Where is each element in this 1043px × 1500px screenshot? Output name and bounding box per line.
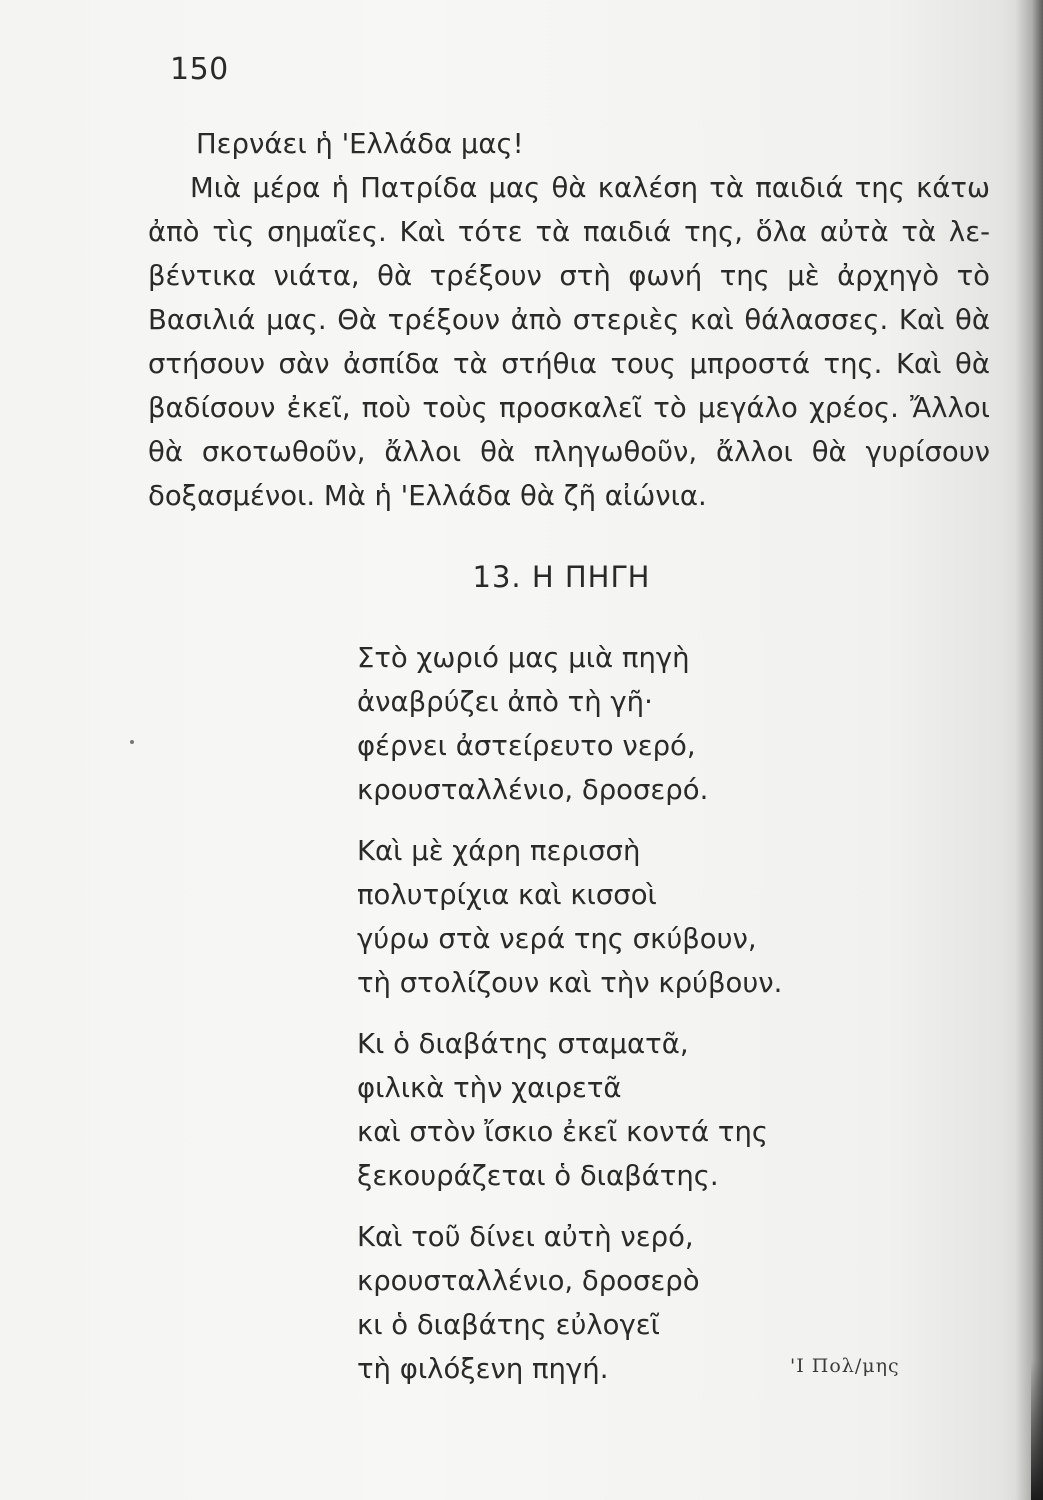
poem-verse: Καὶ τοῦ δίνει αὐτὴ νερό, [357, 1221, 694, 1253]
poem-verse: κι ὁ διαβάτης εὐλογεῖ [357, 1309, 660, 1341]
prose-line: βαδίσουν ἐκεῖ, ποὺ τοὺς προσκαλεῖ τὸ μεγάλο χρέος. Ἄλλοι [148, 392, 990, 424]
prose-line: ἀπὸ τὶς σημαῖες. Καὶ τότε τὰ παιδιά της, ὅλα αὐτὰ τὰ λε- [148, 216, 990, 248]
poem-verse: γύρω στὰ νερά της σκύβουν, [357, 923, 757, 955]
poem-verse: πολυτρίχια καὶ κισσοὶ [357, 879, 657, 911]
poem-verse: φέρνει ἀστείρευτο νερό, [357, 730, 696, 762]
prose-line: Βασιλιά μας. Θὰ τρέξουν ἀπὸ στεριὲς καὶ θάλασσες. Καὶ θὰ [148, 304, 990, 336]
poem-stanza [357, 829, 782, 1005]
page-number: 150 [170, 52, 229, 87]
poem-verse: καὶ στὸν ἴσκιο ἐκεῖ κοντά της [357, 1116, 769, 1148]
poem-verse: ξεκουράζεται ὁ διαβάτης. [357, 1160, 719, 1192]
poem-verse: Κι ὁ διαβάτης σταματᾶ, [357, 1028, 689, 1060]
section-title: 13. Η ΠΗΓΗ [472, 560, 651, 594]
poem-verse: Στὸ χωριό μας μιὰ πηγὴ [357, 642, 690, 674]
prose-paragraph [148, 122, 990, 518]
poem-stanza [357, 1215, 782, 1391]
prose-line: δοξασμένοι. Μὰ ἡ 'Ελλάδα θὰ ζῆ αἰώνια. [148, 480, 707, 512]
author-signature: 'Ι Πολ/μης [790, 1355, 900, 1377]
poem-verse: κρουσταλλένιο, δροσερό. [357, 774, 709, 806]
ink-speck [130, 740, 134, 744]
poem-stanza [357, 636, 782, 812]
prose-line: βέντικα νιάτα, θὰ τρέξουν στὴ φωνή της μὲ ἀρχηγὸ τὸ [148, 260, 990, 292]
poem-stanza [357, 1022, 782, 1198]
prose-line: Περνάει ἡ 'Ελλάδα μας! [196, 128, 524, 160]
poem-verse: κρουσταλλένιο, δροσερὸ [357, 1265, 700, 1297]
prose-line: Μιὰ μέρα ἡ Πατρίδα μας θὰ καλέση τὰ παιδιά της κάτω [190, 172, 990, 204]
prose-line: θὰ σκοτωθοῦν, ἄλλοι θὰ πληγωθοῦν, ἄλλοι θὰ γυρίσουν [148, 436, 990, 468]
poem-verse: φιλικὰ τὴν χαιρετᾶ [357, 1072, 622, 1104]
prose-line: στήσουν σὰν ἀσπίδα τὰ στήθια τους μπροστά της. Καὶ θὰ [148, 348, 990, 380]
poem-verse: τὴ φιλόξενη πηγή. [357, 1353, 609, 1385]
page-edge-shadow [1015, 0, 1043, 1500]
poem-verse: ἀναβρύζει ἀπὸ τὴ γῆ· [357, 686, 653, 718]
page-corner-shadow [1031, 1360, 1043, 1500]
poem-verse: τὴ στολίζουν καὶ τὴν κρύβουν. [357, 967, 783, 999]
poem-verse: Καὶ μὲ χάρη περισσὴ [357, 835, 641, 867]
poem [357, 636, 782, 1408]
